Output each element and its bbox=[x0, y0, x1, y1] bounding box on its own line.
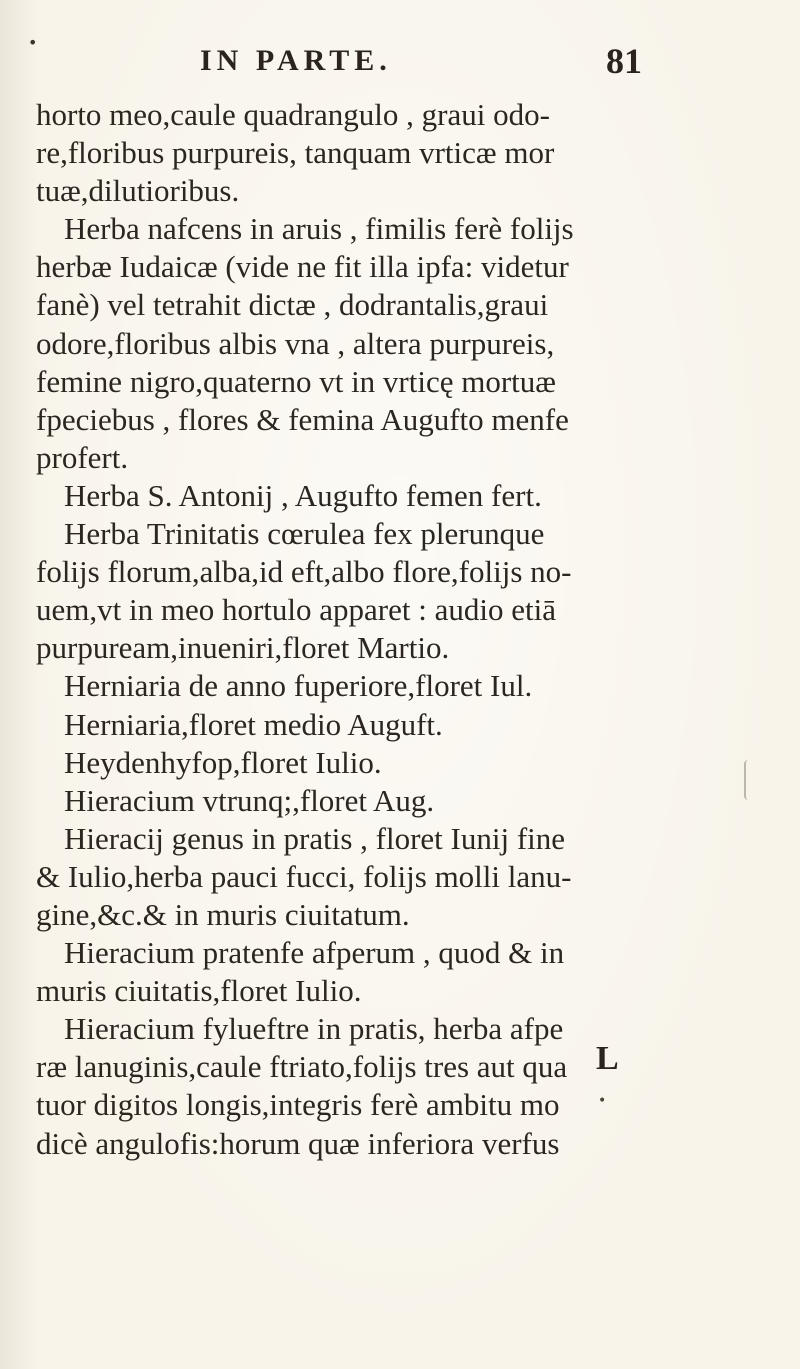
page-edge-mark bbox=[744, 760, 752, 800]
text-line: herbæ Iudaicæ (vide ne fit illa ipfa: videtur bbox=[36, 249, 569, 285]
body-text bbox=[36, 96, 666, 1163]
text-line: Hieracium fylueftre in pratis, herba afpe bbox=[64, 1011, 564, 1047]
text-line: Herniaria,floret medio Auguft. bbox=[64, 706, 443, 742]
catchword: L bbox=[596, 1040, 619, 1077]
text-line: dicè angulofis:horum quæ inferiora verfus bbox=[36, 1125, 560, 1161]
text-line: femine nigro,quaterno vt in vrticę mortuæ bbox=[36, 363, 556, 399]
text-line: odore,floribus albis vna , altera purpureis, bbox=[36, 325, 555, 361]
page-header bbox=[0, 38, 800, 88]
text-line: uem,vt in meo hortulo apparet : audio etiā bbox=[36, 592, 556, 628]
running-head: IN PARTE. bbox=[200, 44, 392, 77]
text-line: tuæ,dilutioribus. bbox=[36, 173, 240, 209]
text-line: profert. bbox=[36, 439, 129, 475]
page-number: 81 bbox=[606, 41, 642, 81]
text-line: Herniaria de anno fuperiore,floret Iul. bbox=[64, 668, 533, 704]
text-line: Hieracium pratenfe afperum , quod & in bbox=[64, 935, 565, 971]
ink-dot: • bbox=[598, 1093, 607, 1109]
text-line: horto meo,caule quadrangulo , graui odo- bbox=[36, 97, 550, 132]
text-line: muris ciuitatis,floret Iulio. bbox=[36, 973, 362, 1009]
text-line: tuor digitos longis,integris ferè ambitu mo bbox=[36, 1087, 560, 1123]
text-line: folijs florum,alba,id eft,albo flore,folijs no- bbox=[36, 554, 572, 590]
text-line: fpeciebus , flores & femina Augufto menfe bbox=[36, 401, 569, 437]
text-line: gine,&c.& in muris ciuitatum. bbox=[36, 896, 410, 932]
text-line: & Iulio,herba pauci fucci, folijs molli lanu- bbox=[36, 858, 572, 894]
text-line: fanè) vel tetrahit dictæ , dodrantalis,graui bbox=[36, 287, 549, 323]
text-line: Hieracij genus in pratis , floret Iunij fine bbox=[64, 820, 566, 856]
text-line: Herba Trinitatis cœrulea fex plerunque bbox=[64, 516, 545, 552]
text-line: Hieracium vtrunq;,floret Aug. bbox=[64, 782, 435, 818]
text-line: re,floribus purpureis, tanquam vrticæ mor bbox=[36, 135, 555, 171]
text-line: Herba S. Antonij , Augufto femen fert. bbox=[64, 477, 542, 513]
text-line: Herba nafcens in aruis , fimilis ferè folijs bbox=[64, 211, 574, 247]
ink-speck: • bbox=[28, 33, 38, 52]
text-line: purpuream,inueniri,floret Martio. bbox=[36, 630, 450, 666]
text-line: ræ lanuginis,caule ftriato,folijs tres aut qua bbox=[36, 1049, 568, 1085]
text-line: Heydenhyfop,floret Iulio. bbox=[64, 744, 382, 780]
